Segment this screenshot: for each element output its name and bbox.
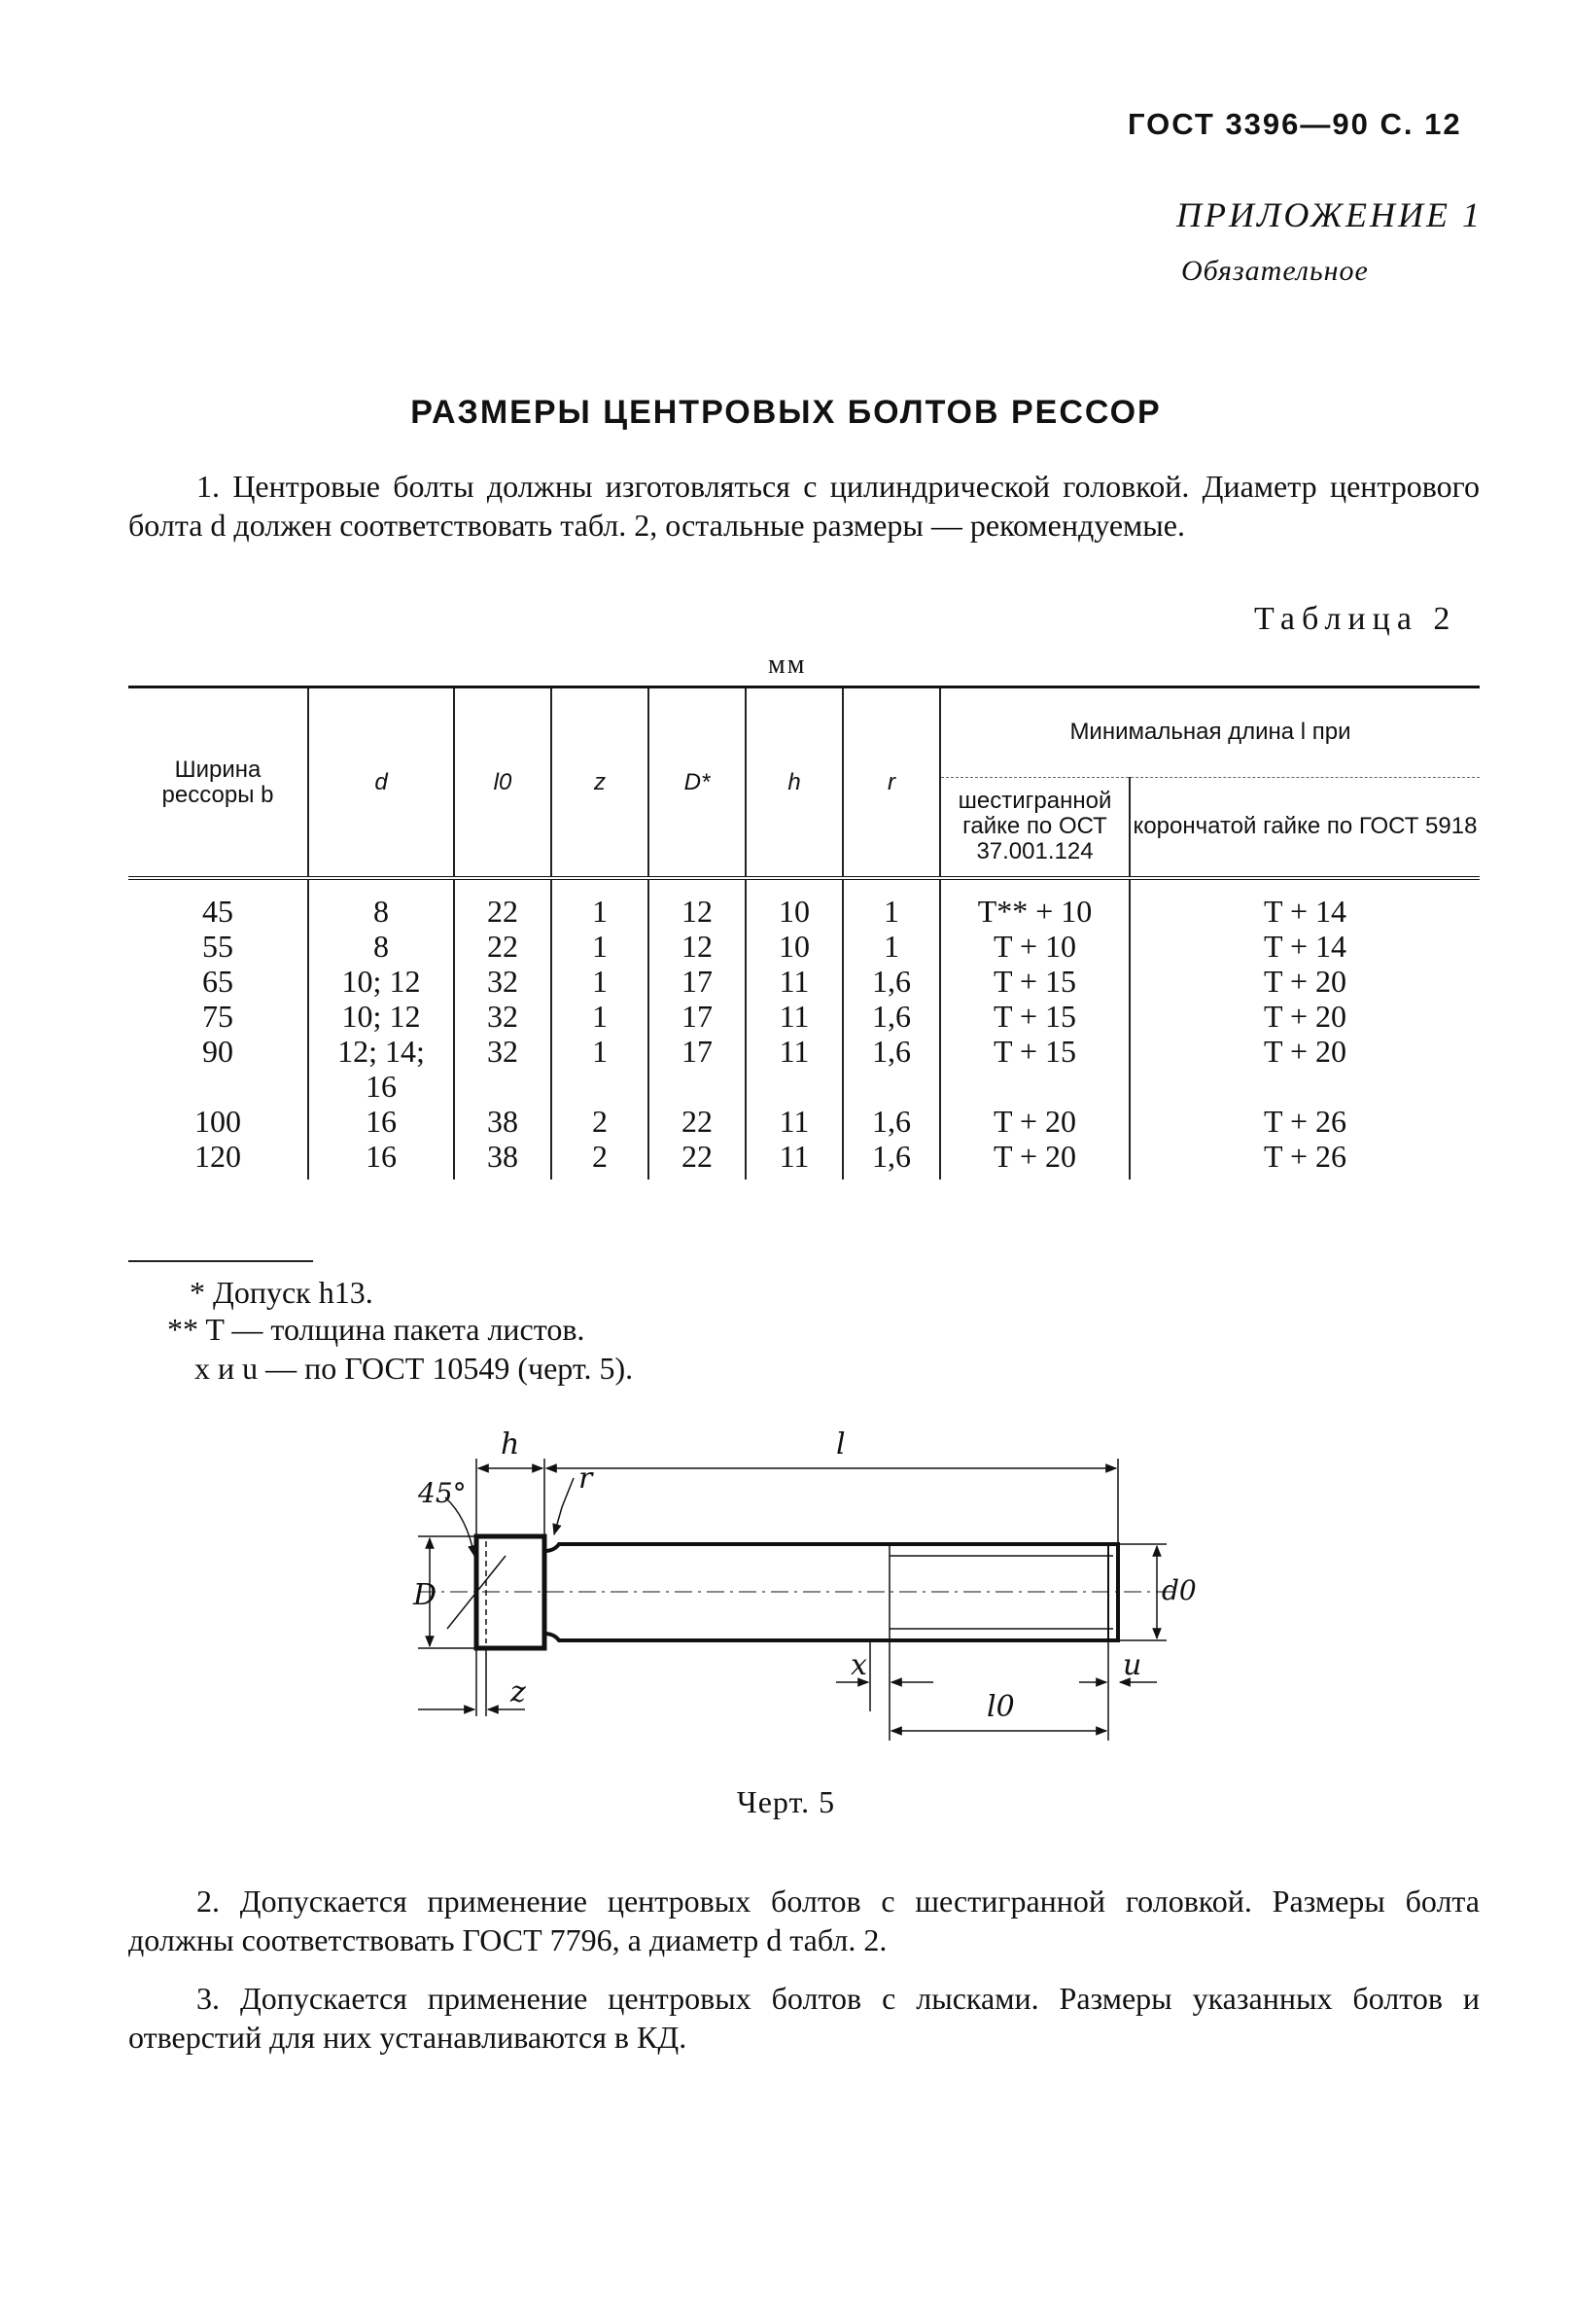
cell: T + 26 xyxy=(1263,1139,1346,1174)
label-D: D xyxy=(413,1578,437,1612)
cell: 12; 14; xyxy=(337,1034,425,1069)
label-l: l xyxy=(836,1427,846,1461)
col-header-l0: l0 xyxy=(454,687,551,879)
cell: 120 xyxy=(194,1139,241,1174)
cell: 10; 12 xyxy=(341,964,421,999)
cell: 17 xyxy=(681,999,713,1034)
cell: 32 xyxy=(487,964,518,999)
paragraph-2-text: 2. Допускается применение центровых болтов с шестигранной головкой. Размеры болта должны соответствовать ГОСТ 7796, а диаметр d табл. 2. xyxy=(128,1884,1480,1957)
col-header-D: D* xyxy=(648,687,746,879)
cell: 75 xyxy=(202,999,233,1034)
cell: 11 xyxy=(779,964,810,999)
col-header-b: Ширина рессоры b xyxy=(128,687,308,879)
cell: 11 xyxy=(779,999,810,1034)
cell: 22 xyxy=(487,929,518,964)
cell: 1,6 xyxy=(872,999,911,1034)
cell: T + 20 xyxy=(1263,964,1346,999)
col-h-values xyxy=(746,878,843,1180)
paragraph-2 xyxy=(128,1882,1480,1959)
cell: T + 15 xyxy=(993,1034,1076,1069)
cell: 1 xyxy=(592,964,608,999)
label-x: x xyxy=(851,1648,867,1682)
cell: 16 xyxy=(366,1139,397,1174)
cell xyxy=(459,1069,546,1104)
cell xyxy=(1135,1069,1476,1104)
table-units: мм xyxy=(768,650,807,680)
table-caption: Таблица 2 xyxy=(1254,601,1457,637)
col-d-values xyxy=(308,878,454,1180)
cell: 1 xyxy=(592,894,608,929)
cell: T + 14 xyxy=(1263,894,1346,929)
cell: T + 15 xyxy=(993,964,1076,999)
bolt-drawing xyxy=(413,1420,1197,1741)
cell: T + 20 xyxy=(993,1139,1076,1174)
cell: 10; 12 xyxy=(341,999,421,1034)
paragraph-3-text: 3. Допускается применение центровых болтов с лысками. Размеры указанных болтов и отверстий для них устанавливаются в КД. xyxy=(128,1981,1480,2055)
cell: T + 15 xyxy=(993,999,1076,1034)
cell: 1 xyxy=(884,894,899,929)
cell: T** + 10 xyxy=(977,894,1093,929)
col-header-h: h xyxy=(746,687,843,879)
cell: 38 xyxy=(487,1104,518,1139)
cell: T + 10 xyxy=(993,929,1076,964)
col-header-hex-nut: шестигранной гайке по ОСТ 37.001.124 xyxy=(940,777,1130,878)
cell xyxy=(945,1069,1125,1104)
running-header: ГОСТ 3396—90 С. 12 xyxy=(1128,107,1462,141)
label-d0: d0 xyxy=(1162,1574,1197,1606)
cell xyxy=(132,1069,303,1104)
cell: 11 xyxy=(779,1034,810,1069)
col-l0-values xyxy=(454,878,551,1180)
cell: 1,6 xyxy=(872,964,911,999)
cell: 22 xyxy=(681,1104,713,1139)
cell: T + 20 xyxy=(993,1104,1076,1139)
appendix-label: ПРИЛОЖЕНИЕ 1 xyxy=(1176,195,1483,234)
label-l0: l0 xyxy=(987,1690,1015,1724)
cell: 45 xyxy=(202,894,233,929)
cell: T + 14 xyxy=(1263,929,1346,964)
figure-caption: Черт. 5 xyxy=(736,1784,836,1819)
cell: 1 xyxy=(592,1034,608,1069)
cell: 16 xyxy=(366,1104,397,1139)
cell: 65 xyxy=(202,964,233,999)
footnote-3: x и u — по ГОСТ 10549 (черт. 5). xyxy=(194,1351,634,1386)
col-header-r: r xyxy=(843,687,940,879)
cell: 10 xyxy=(779,894,810,929)
cell: T + 26 xyxy=(1263,1104,1346,1139)
label-h: h xyxy=(501,1427,520,1461)
cell: 8 xyxy=(373,929,389,964)
cell: 1,6 xyxy=(872,1104,911,1139)
col-header-d: d xyxy=(308,687,454,879)
col-hex-values xyxy=(940,878,1130,1180)
label-z: z xyxy=(510,1675,526,1709)
table-head xyxy=(128,687,1480,879)
cell: 12 xyxy=(681,929,713,964)
col-D-values xyxy=(648,878,746,1180)
cell: 11 xyxy=(779,1139,810,1174)
dimensions-table xyxy=(128,686,1480,1180)
section-title: РАЗМЕРЫ ЦЕНТРОВЫХ БОЛТОВ РЕССОР xyxy=(410,394,1162,431)
cell: 11 xyxy=(779,1104,810,1139)
cell: 32 xyxy=(487,1034,518,1069)
cell: 38 xyxy=(487,1139,518,1174)
table-row xyxy=(128,878,1480,1180)
footnote-rule xyxy=(128,1260,313,1262)
cell xyxy=(556,1069,644,1104)
cell: 1,6 xyxy=(872,1034,911,1069)
cell: 32 xyxy=(487,999,518,1034)
label-angle: 45° xyxy=(418,1477,467,1509)
cell: 17 xyxy=(681,1034,713,1069)
cell: T + 20 xyxy=(1263,999,1346,1034)
paragraph-1-text: 1. Центровые болты должны изготовляться с цилиндрической головкой. Диаметр центрового болта d должен соответствовать табл. 2, остальные размеры — рекомендуемые. xyxy=(128,469,1480,543)
col-header-min-length: Минимальная длина l при xyxy=(940,687,1480,778)
cell: 100 xyxy=(194,1104,241,1139)
label-u: u xyxy=(1123,1648,1142,1682)
col-header-z: z xyxy=(551,687,648,879)
appendix-status: Обязательное xyxy=(1181,255,1369,287)
cell: 2 xyxy=(592,1104,608,1139)
col-z-values xyxy=(551,878,648,1180)
cell: 22 xyxy=(487,894,518,929)
cell: 90 xyxy=(202,1034,233,1069)
col-castle-values xyxy=(1130,878,1480,1180)
cell: 1 xyxy=(592,929,608,964)
cell xyxy=(751,1069,838,1104)
cell: 12 xyxy=(681,894,713,929)
paragraph-3 xyxy=(128,1979,1480,2057)
cell xyxy=(653,1069,741,1104)
cell: 1 xyxy=(592,999,608,1034)
cell: 8 xyxy=(373,894,389,929)
cell: T + 20 xyxy=(1263,1034,1346,1069)
col-r-values xyxy=(843,878,940,1180)
cell: 55 xyxy=(202,929,233,964)
col-header-castle-nut: корончатой гайке по ГОСТ 5918 xyxy=(1130,777,1480,878)
cell: 1 xyxy=(884,929,899,964)
cell xyxy=(848,1069,935,1104)
cell: 10 xyxy=(779,929,810,964)
label-r: r xyxy=(578,1461,593,1496)
footnote-1: * Допуск h13. xyxy=(190,1275,373,1310)
cell: 16 xyxy=(366,1069,397,1104)
col-b-values xyxy=(128,878,308,1180)
cell: 1,6 xyxy=(872,1139,911,1174)
footnote-2: ** T — толщина пакета листов. xyxy=(167,1312,585,1347)
cell: 17 xyxy=(681,964,713,999)
cell: 22 xyxy=(681,1139,713,1174)
cell: 2 xyxy=(592,1139,608,1174)
paragraph-1 xyxy=(128,467,1480,545)
